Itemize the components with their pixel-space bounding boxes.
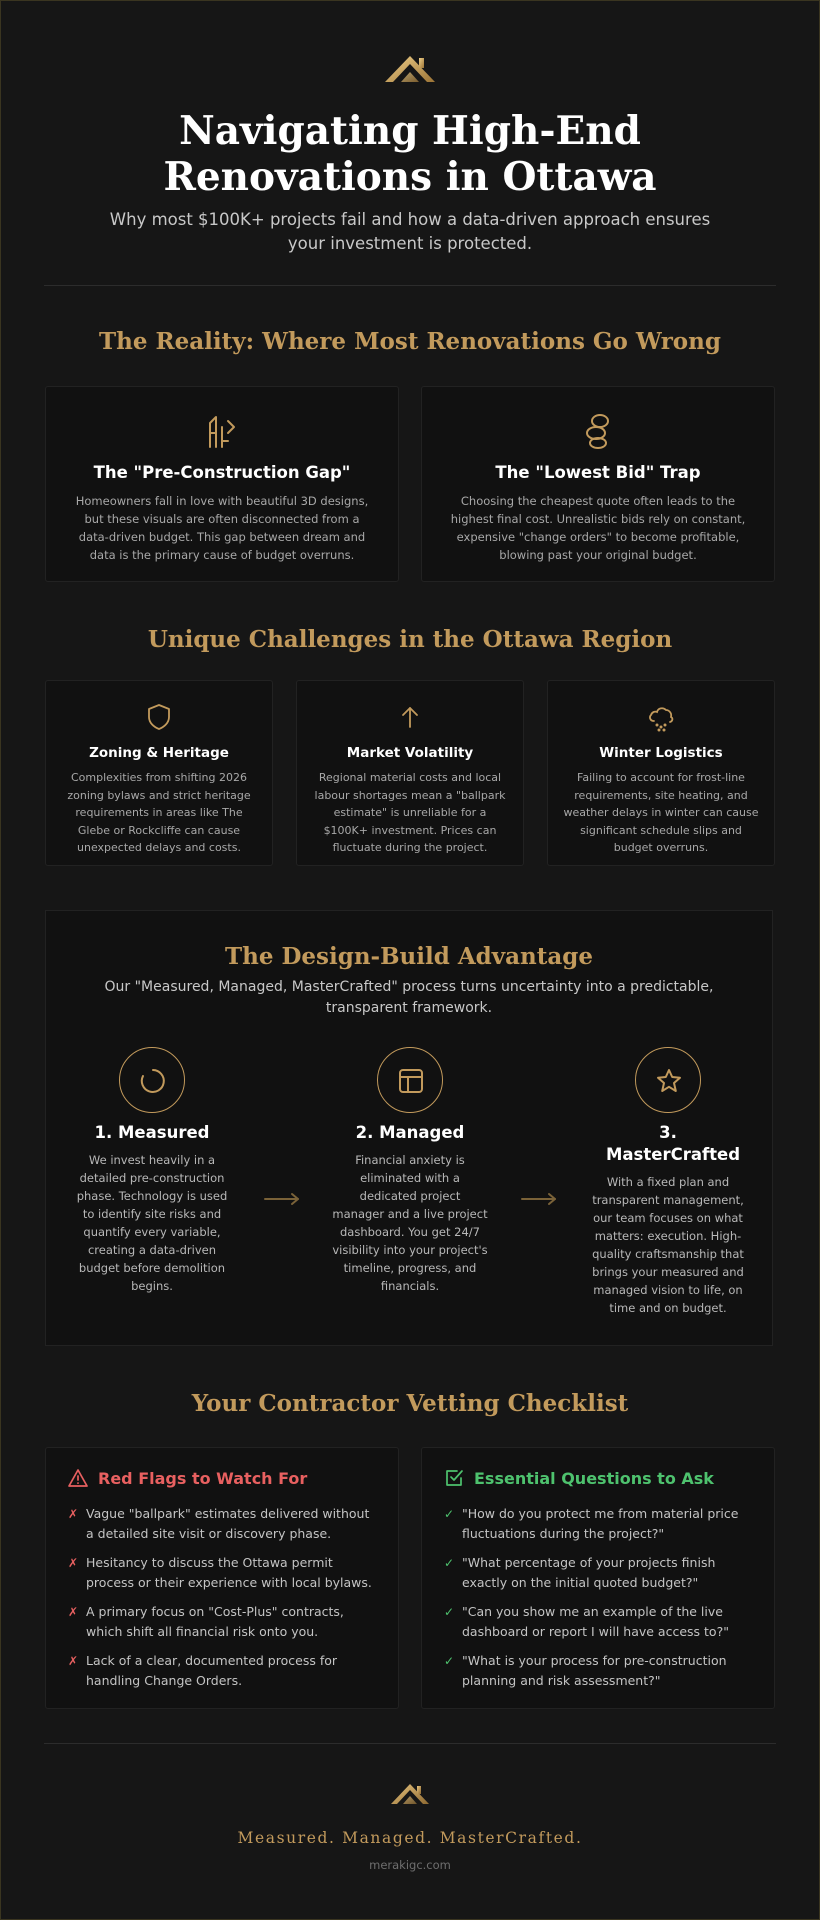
challenges-section-title: Unique Challenges in the Ottawa Region bbox=[147, 626, 673, 653]
arrow-right-icon bbox=[520, 1192, 558, 1206]
pencil-ruler-icon bbox=[202, 411, 242, 451]
coins-icon bbox=[578, 411, 618, 451]
measured-step-circle bbox=[119, 1047, 185, 1113]
questions-title: Essential Questions to Ask bbox=[474, 1469, 714, 1488]
footer-url[interactable]: merakigc.com bbox=[369, 1858, 451, 1872]
house-logo-icon bbox=[383, 52, 437, 86]
card-text: Choosing the cheapest quote often leads to the highest final cost. Unrealistic bids rely on constant, expensive "change orders" to become profitable, blowing past your original budget. bbox=[450, 494, 746, 562]
cloud-snow-icon bbox=[645, 701, 677, 733]
list-item-text: Vague "ballpark" estimates delivered without a detailed site visit or discovery phase. bbox=[86, 1506, 370, 1541]
list-item-text: "Can you show me an example of the live dashboard or report I will have access to?" bbox=[462, 1604, 729, 1639]
step-text: Financial anxiety is eliminated with a dedicated project manager and a live project dashboard. You get 24/7 visibility into your project's timeline, progress, and financials. bbox=[332, 1153, 488, 1293]
footer-tagline: Measured. Managed. MasterCrafted. bbox=[237, 1829, 583, 1847]
check-mark-icon: ✓ bbox=[444, 1605, 455, 1619]
list-item bbox=[68, 1602, 380, 1642]
card-title: Zoning & Heritage bbox=[89, 745, 229, 761]
x-mark-icon: ✗ bbox=[68, 1654, 79, 1668]
card-text: Complexities from shifting 2026 zoning bylaws and strict heritage requirements in areas like The Glebe or Rockcliffe can cause unexpected delays and costs. bbox=[67, 771, 251, 854]
advantage-subtitle: Our "Measured, Managed, MasterCrafted" process turns uncertainty into a predictable, transparent framework. bbox=[104, 979, 714, 1016]
card-title: Market Volatility bbox=[346, 745, 474, 761]
loader-icon bbox=[139, 1067, 167, 1095]
advantage-title: The Design-Build Advantage bbox=[225, 943, 593, 970]
list-item-text: Hesitancy to discuss the Ottawa permit process or their experience with local bylaws. bbox=[86, 1555, 372, 1590]
red-flags-heading bbox=[68, 1468, 388, 1490]
card-text: Homeowners fall in love with beautiful 3D designs, but these visuals are often disconnected from a data-driven budget. This gap between dream and data is the primary cause of budget overruns. bbox=[75, 494, 369, 562]
list-item-text: Lack of a clear, documented process for handling Change Orders. bbox=[86, 1653, 338, 1688]
shield-icon bbox=[143, 701, 175, 733]
step-text: With a fixed plan and transparent management, our team focuses on what matters: execution. High-quality craftsmanship that brings your measured and managed vision to life, on time and on budget. bbox=[592, 1175, 744, 1315]
check-mark-icon: ✓ bbox=[444, 1654, 455, 1668]
page-title: Navigating High-End Renovations in Ottawa bbox=[163, 108, 657, 200]
list-item bbox=[444, 1651, 756, 1691]
essential-questions-card bbox=[421, 1447, 775, 1709]
divider bbox=[44, 285, 776, 286]
list-item-text: "What is your process for pre-construction planning and risk assessment?" bbox=[462, 1653, 727, 1688]
list-item-text: "How do you protect me from material price fluctuations during the project?" bbox=[462, 1506, 739, 1541]
x-mark-icon: ✗ bbox=[68, 1507, 79, 1521]
card-title: Winter Logistics bbox=[599, 745, 723, 761]
winter-logistics-card bbox=[547, 680, 775, 866]
list-item-text: A primary focus on "Cost-Plus" contracts, which shift all financial risk onto you. bbox=[86, 1604, 344, 1639]
reality-section-title: The Reality: Where Most Renovations Go Wrong bbox=[99, 328, 721, 355]
zoning-heritage-card bbox=[45, 680, 273, 866]
list-item-text: "What percentage of your projects finish exactly on the initial quoted budget?" bbox=[462, 1555, 716, 1590]
step-text: We invest heavily in a detailed pre-construction phase. Technology is used to identify site risks and quantify every variable, creating a data-driven budget before demolition begins. bbox=[76, 1153, 228, 1293]
check-square-icon bbox=[444, 1468, 464, 1488]
red-flags-card bbox=[45, 1447, 399, 1709]
house-logo-icon bbox=[390, 1781, 430, 1807]
list-item bbox=[444, 1602, 756, 1642]
design-build-advantage-panel bbox=[45, 910, 773, 1346]
card-title: The "Pre-Construction Gap" bbox=[93, 463, 351, 482]
warning-triangle-icon bbox=[68, 1468, 88, 1488]
list-item bbox=[68, 1651, 380, 1691]
x-mark-icon: ✗ bbox=[68, 1556, 79, 1570]
mastercrafted-step-circle bbox=[635, 1047, 701, 1113]
list-item bbox=[444, 1504, 756, 1544]
list-item bbox=[444, 1553, 756, 1593]
list-item bbox=[68, 1504, 380, 1544]
lowest-bid-trap-card bbox=[421, 386, 775, 582]
arrow-right-icon bbox=[263, 1192, 301, 1206]
star-icon bbox=[655, 1067, 683, 1095]
list-item bbox=[68, 1553, 380, 1593]
step-title: 1. Measured bbox=[94, 1123, 210, 1142]
pre-construction-gap-card bbox=[45, 386, 399, 582]
card-text: Regional material costs and local labour shortages mean a "ballpark estimate" is unreliable for a $100K+ investment. Prices can fluctuate during the project. bbox=[314, 771, 506, 854]
questions-heading bbox=[444, 1468, 764, 1490]
card-text: Failing to account for frost-line requirements, site heating, and weather delays in winter can cause significant schedule slips and budget overruns. bbox=[563, 771, 759, 854]
check-mark-icon: ✓ bbox=[444, 1556, 455, 1570]
checklist-section-title: Your Contractor Vetting Checklist bbox=[191, 1390, 629, 1417]
arrow-up-icon bbox=[394, 701, 426, 733]
layout-icon bbox=[397, 1067, 425, 1095]
red-flags-title: Red Flags to Watch For bbox=[98, 1469, 308, 1488]
card-title: The "Lowest Bid" Trap bbox=[495, 463, 701, 482]
step-title: 3. MasterCrafted bbox=[606, 1123, 741, 1164]
market-volatility-card bbox=[296, 680, 524, 866]
page-subtitle: Why most $100K+ projects fail and how a data-driven approach ensures your investment is protected. bbox=[109, 210, 711, 253]
x-mark-icon: ✗ bbox=[68, 1605, 79, 1619]
check-mark-icon: ✓ bbox=[444, 1507, 455, 1521]
divider bbox=[44, 1743, 776, 1744]
managed-step-circle bbox=[377, 1047, 443, 1113]
step-title: 2. Managed bbox=[355, 1123, 465, 1142]
